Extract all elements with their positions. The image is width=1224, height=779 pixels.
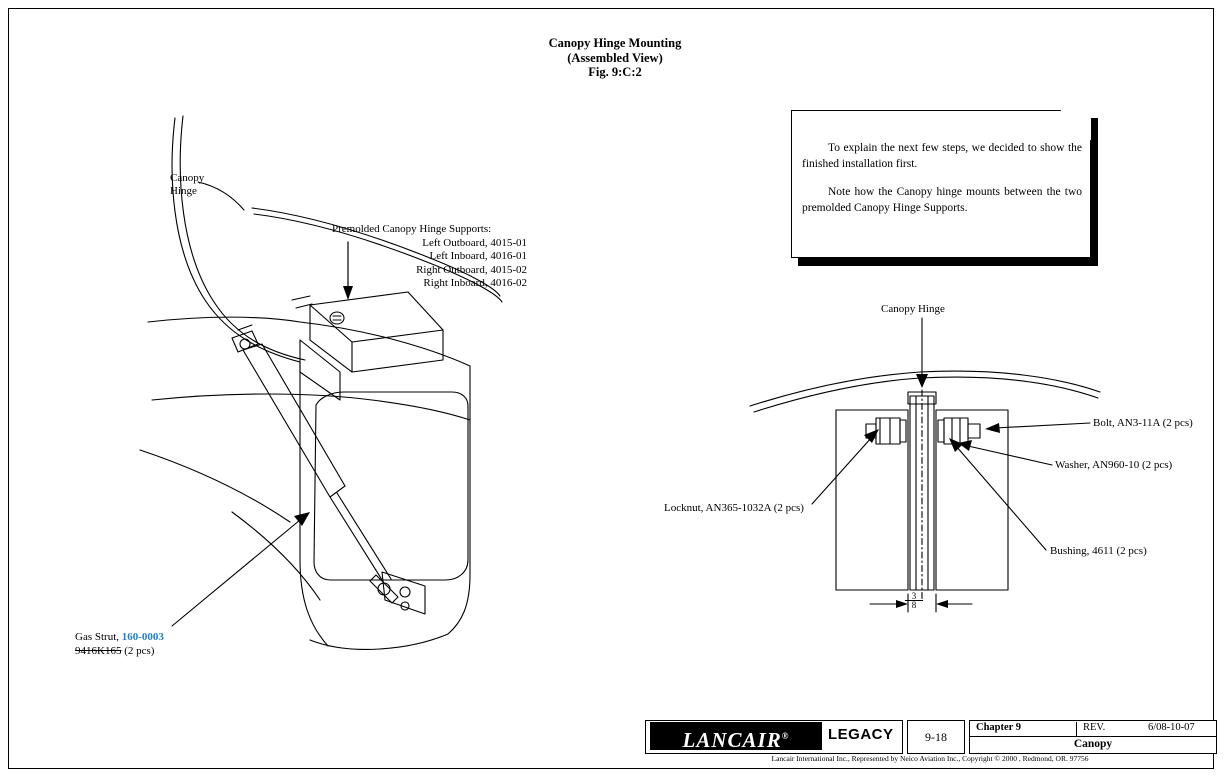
model-name: LEGACY xyxy=(828,726,894,743)
copyright-notice: Lancair International Inc., Represented by Neico Aviation Inc., Copyright © 2000 , Redmond, OR. 97756 xyxy=(771,754,1089,763)
title-line-1: Canopy Hinge Mounting xyxy=(548,36,682,50)
dimension-numerator: 3 xyxy=(905,592,923,601)
rev-date: 6/08-10-07 xyxy=(1148,722,1195,733)
dimension-denominator: 8 xyxy=(911,600,917,610)
section-name: Canopy xyxy=(1073,738,1113,750)
label-support-item-1: Left Outboard, 4015-01 xyxy=(422,236,527,249)
label-canopy-hinge-left xyxy=(170,172,204,198)
label-gas-strut-part-number: 160-0003 xyxy=(121,631,164,643)
label-hinge-supports xyxy=(332,223,527,291)
label-canopy-hinge-left-line2: Hinge xyxy=(170,185,197,197)
note-text xyxy=(802,140,1082,228)
label-gas-strut-old-part-number: 9416K165 xyxy=(75,645,122,657)
note-paragraph-2: Note how the Canopy hinge mounts between the two premolded Canopy Hinge Supports. xyxy=(802,186,1082,214)
revision-info-box xyxy=(969,720,1217,754)
brand-logo-box xyxy=(645,720,903,754)
label-gas-strut xyxy=(75,630,164,658)
label-gas-strut-text: Gas Strut, xyxy=(75,631,119,643)
title-line-3: Fig. 9:C:2 xyxy=(588,65,642,79)
note-paragraph-1: To explain the next few steps, we decided to show the finished installation first. xyxy=(802,142,1082,170)
title-line-2: (Assembled View) xyxy=(567,50,663,65)
page-title xyxy=(420,36,810,80)
label-locknut: Locknut, AN365-1032A (2 pcs) xyxy=(664,502,804,514)
lancair-logo xyxy=(650,722,822,750)
dimension-label xyxy=(905,592,923,609)
registered-mark-icon: ® xyxy=(781,731,790,741)
label-canopy-hinge-left-line1: Canopy xyxy=(170,172,205,184)
label-bolt: Bolt, AN3-11A (2 pcs) xyxy=(1093,417,1193,429)
chapter-label: Chapter 9 xyxy=(976,722,1022,733)
page-footer xyxy=(645,720,1215,768)
label-gas-strut-quantity: (2 pcs) xyxy=(124,645,155,657)
label-supports-heading: Premolded Canopy Hinge Supports: xyxy=(332,223,492,235)
lancair-wordmark: LANCAIR xyxy=(682,728,782,752)
label-support-item-2: Left Inboard, 4016-01 xyxy=(429,250,527,262)
label-bushing: Bushing, 4611 (2 pcs) xyxy=(1050,545,1147,557)
label-canopy-hinge-right: Canopy Hinge xyxy=(881,303,945,315)
label-support-item-4: Right Inboard, 4016-02 xyxy=(423,277,527,289)
rev-label: REV. xyxy=(1076,722,1105,737)
label-support-item-3: Right Outboard, 4015-02 xyxy=(416,263,527,276)
label-washer: Washer, AN960-10 (2 pcs) xyxy=(1055,459,1173,471)
page-fold-icon xyxy=(1060,110,1091,141)
revision-info-row xyxy=(970,721,1216,737)
page-number-box: 9-18 xyxy=(907,720,965,754)
